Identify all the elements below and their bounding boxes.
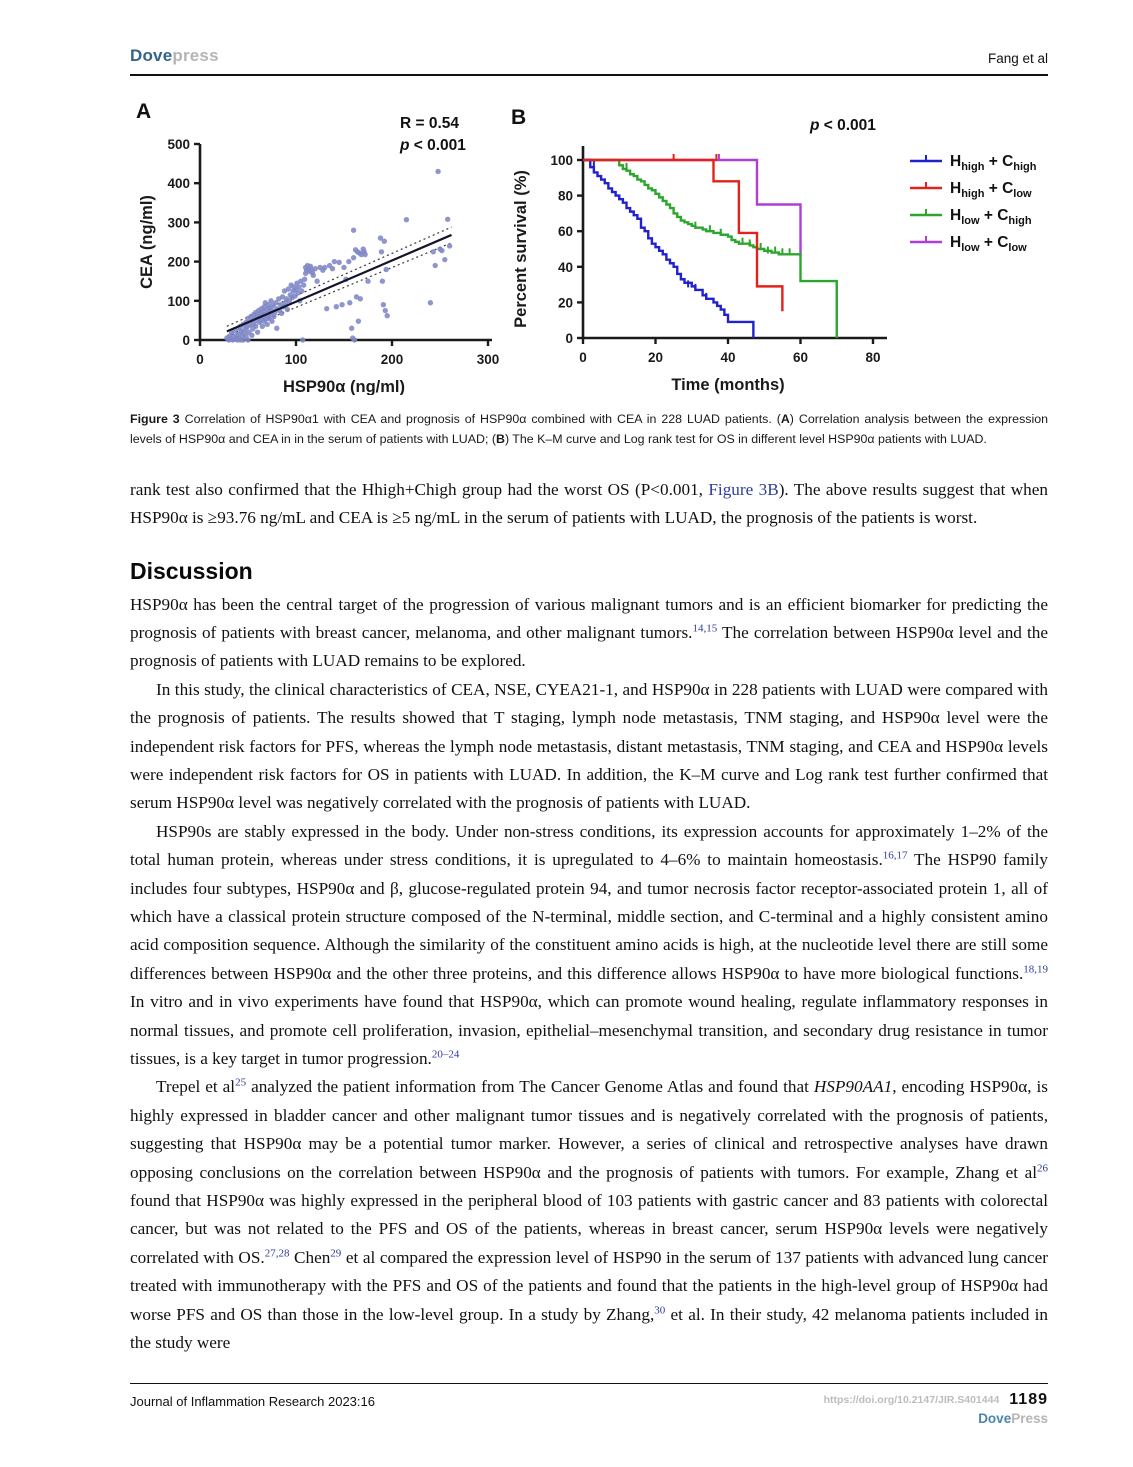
legend-label: $H_{high} + C_{high}$	[950, 153, 1037, 173]
citation-link[interactable]: 25	[235, 1076, 247, 1089]
citation-link[interactable]: 30	[654, 1303, 666, 1316]
svg-text:p < 0.001: p < 0.001	[810, 117, 876, 134]
discussion-paragraph: HSP90α has been the central target of the progression of various malignant tumors and is an efficient biomarker for predicting the prognosis of patients with breast cancer, melanoma, and other malignant tumors.$^{14,15}$ The correlation between HSP90α level and the prognosis of patients with LUAD remains to be explored.	[130, 594, 1048, 671]
citation-link[interactable]: 29	[330, 1247, 342, 1260]
lead-paragraph: rank test also confirmed that the Hhigh+Chigh group had the worst OS (P<0.001, Figure 3B). The above results suggest that when HSP90α is ≥93.76 ng/mL and CEA is ≥5 ng/mL in the serum of patients with LUAD, the prognosis of the patients is worst.	[130, 479, 1048, 528]
svg-text:0: 0	[182, 333, 190, 348]
logo-press-text: press	[172, 46, 219, 65]
legend-label: $H_{high} + C_{low}$	[950, 180, 1032, 200]
citation-link[interactable]: 16,17	[882, 849, 908, 862]
svg-text:60: 60	[792, 350, 809, 365]
svg-text:100: 100	[550, 153, 573, 168]
citation-link[interactable]: 14,15	[692, 622, 718, 635]
svg-text:300: 300	[167, 215, 190, 231]
svg-text:60: 60	[557, 224, 573, 240]
page-footer	[130, 1383, 1048, 1426]
discussion-paragraph: In this study, the clinical characteristics of CEA, NSE, CYEA21-1, and HSP90α in 228 patients with LUAD were compared with the prognosis of patients. The results showed that T staging, lymph node metastasis, TNM staging, and HSP90α level were the independent risk factors for PFS, whereas the lymph node metastasis, distant metastasis, TNM staging, and CEA and HSP90α levels were independent risk factors for OS in patients with LUAD. In addition, the K–M curve and Log rank test further confirmed that serum HSP90α level was negatively correlated with the prognosis of patients with LUAD.	[130, 679, 1048, 813]
citation-link[interactable]: 26	[1037, 1161, 1048, 1174]
svg-text:CEA (ng/ml): CEA (ng/ml)	[138, 195, 156, 289]
footer-journal-name: Journal of Inflammation Research 2023:16	[130, 1394, 375, 1409]
figure-3	[130, 100, 1048, 398]
logo-dove-text: Dove	[130, 46, 173, 65]
km-plot-svg	[508, 100, 1056, 395]
citation-link[interactable]: 27,28	[264, 1247, 290, 1260]
svg-text:0: 0	[579, 350, 587, 365]
discussion-paragraph: HSP90s are stably expressed in the body. Under non-stress conditions, its expression accounts for approximately 1–2% of the total human protein, whereas under stress conditions, it is upregulated to 4–6% to maintain homeostasis.$^{16,17}$ The HSP90 family includes four subtypes, HSP90α and β, glucose-regulated protein 94, and tumor necrosis factor receptor-associated protein 1, all of which have a classical protein structure composed of the N-terminal, middle section, and C-terminal and a highly consistent amino acid composition sequence. Although the similarity of the constituent amino acids is high, at the nucleotide level there are still some differences between HSP90α and the other three proteins, and this difference allows HSP90α to have more biological functions.$^{18,19}$ In vitro and in vivo experiments have found that HSP90α, which can promote wound healing, regulate inflammatory responses in normal tissues, and promote cell proliferation, invasion, epithelial–mesenchymal transition, and secondary drug resistance in tumor tissues, is a key target in tumor progression.$^{20-24}$	[130, 821, 1048, 1068]
svg-text:20: 20	[557, 295, 573, 311]
svg-text:200: 200	[167, 254, 190, 270]
discussion-paragraphs	[130, 591, 1048, 1358]
doi-link[interactable]: https://doi.org/10.2147/JIR.S401444	[823, 1394, 1000, 1406]
svg-text:80: 80	[865, 350, 881, 365]
footer-logo-dove: Dove	[978, 1411, 1012, 1426]
svg-text:100: 100	[167, 293, 190, 309]
svg-text:40: 40	[720, 350, 736, 365]
page-number: 1189	[1009, 1391, 1048, 1408]
discussion-heading: Discussion	[130, 557, 253, 584]
svg-text:200: 200	[380, 352, 404, 367]
svg-text:500: 500	[167, 137, 190, 152]
svg-text:0: 0	[196, 352, 204, 367]
legend-label: $H_{low} + C_{low}$	[950, 234, 1027, 254]
svg-text:0: 0	[565, 331, 573, 346]
page-content	[130, 80, 1048, 1357]
svg-text:40: 40	[557, 259, 573, 275]
legend-label: $H_{low} + C_{high}$	[950, 207, 1032, 227]
svg-text:400: 400	[167, 176, 190, 192]
svg-text:HSP90α (ng/ml): HSP90α (ng/ml)	[283, 378, 405, 395]
panel-b-label: B	[511, 106, 527, 129]
svg-text:20: 20	[647, 350, 664, 365]
svg-text:Time (months): Time (months)	[671, 376, 785, 394]
figure-caption: Figure 3 Correlation of HSP90α1 with CEA and prognosis of HSP90α combined with CEA in 228 LUAD patients. (A) Correlation analysis between the expression levels of HSP90α and CEA in in the serum of patients with LUAD; (B) The K–M curve and Log rank test for OS in different level HSP90α patients with LUAD.	[130, 412, 1048, 446]
discussion-paragraph: Trepel et al$^{25}$ analyzed the patient information from The Cancer Genome Atlas and found that HSP90AA1, encoding HSP90α, is highly expressed in bladder cancer and other malignant tumor tissues and is negatively correlated with the prognosis of patients, suggesting that HSP90α may be a potential tumor marker. However, a series of clinical and retrospective analyses have drawn opposing conclusions on the correlation between HSP90α and the prognosis of patients with tumors. For example, Zhang et al$^{26}$ found that HSP90α was highly expressed in the peripheral blood of 103 patients with gastric cancer and 83 patients with colorectal cancer, but was not related to the PFS and OS of the patients, whereas in breast cancer, serum HSP90α levels were negatively correlated with OS.$^{27,28}$ Chen$^{29}$ et al compared the expression level of HSP90 in the serum of 137 patients with advanced lung cancer treated with immunotherapy with the PFS and OS of the patients and found that the patients in the high-level group of HSP90α had worse PFS and OS than those in the low-level group. In a study by Zhang,$^{30}$ et al. In their study, 42 melanoma patients included in the study were	[130, 1076, 1048, 1353]
footer-dovepress-logo	[824, 1411, 1048, 1426]
svg-text:p < 0.001: p < 0.001	[400, 137, 466, 154]
scatter-plot-svg	[134, 100, 499, 395]
page-header	[130, 46, 1048, 76]
svg-text:80: 80	[557, 188, 573, 204]
svg-text:Percent survival (%): Percent survival (%)	[512, 170, 530, 328]
citation-link[interactable]: Figure 3B	[708, 479, 779, 499]
running-head-author: Fang et al	[987, 51, 1048, 66]
panel-a-label: A	[136, 100, 152, 123]
dovepress-logo	[130, 46, 219, 66]
footer-right-block	[824, 1391, 1048, 1426]
footer-logo-press: Press	[1011, 1411, 1048, 1426]
svg-text:100: 100	[284, 352, 308, 367]
svg-text:300: 300	[476, 352, 499, 367]
svg-text:R = 0.54: R = 0.54	[400, 115, 460, 132]
citation-link[interactable]: 18,19	[1023, 963, 1048, 976]
citation-link[interactable]: 20–24	[431, 1048, 460, 1061]
